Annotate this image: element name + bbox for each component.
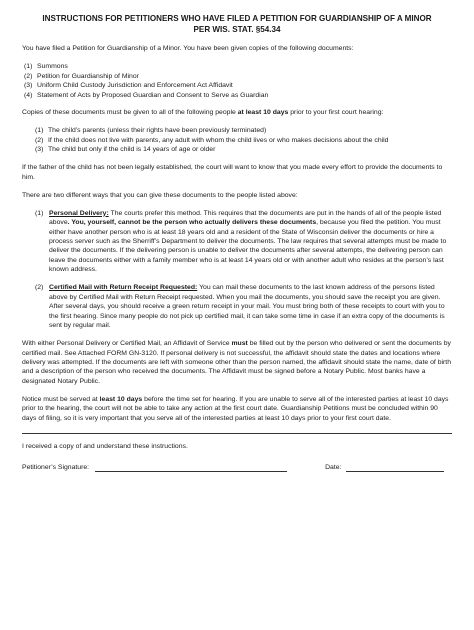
item-number: (4)	[24, 91, 33, 99]
acknowledgement-text: I received a copy of and understand these instructions.	[22, 443, 188, 451]
item-number: (1)	[24, 63, 33, 71]
document-title	[22, 14, 452, 35]
method-heading: Personal Delivery:	[49, 209, 109, 217]
title-line-2: PER WIS. STAT. §54.34	[193, 24, 281, 34]
item-number: (2)	[35, 284, 44, 292]
notice-paragraph: Notice must be served at least 10 days before the time set for hearing. If you are unable to serve all of the interested parties at least 10 days prior to the hearing, the court will not be able to take any action at the first court date. Guardianship Petitions must be concluded within 90 days of filing, so it is very important that you serve all of the interested parties at least 10 days prior to your first court date.	[22, 395, 449, 422]
item-text: Uniform Child Custody Jurisdiction and Enforcement Act Affidavit	[37, 82, 233, 90]
emphasis-text: must	[231, 340, 248, 348]
item-text: Statement of Acts by Proposed Guardian and Consent to Serve as Guardian	[37, 91, 269, 99]
emphasis-text: least 10 days	[99, 395, 143, 403]
method-heading: Certified Mail with Return Receipt Requested:	[49, 284, 198, 292]
item-number: (3)	[24, 82, 33, 90]
method-text: Certified Mail with Return Receipt Requested: You can mail these documents to the last known address of the persons listed above by Certified Mail with Return Receipt requested. When you mail the documents, you should save the receipt you are given. After several days, you should receive a green return receipt in your mail. You must bring both of these receipts to court with you to the first hearing. Since many people do not pick up certified mail, it can take some time in case if an extra copy of the documents is sent by regular mail.	[49, 284, 445, 330]
item-number: (2)	[24, 72, 33, 80]
list-item	[22, 145, 452, 154]
item-number: (3)	[35, 146, 44, 154]
signature-label: Petitioner’s Signature:	[22, 463, 90, 471]
method-certified-mail	[22, 283, 452, 330]
item-text: The child’s parents (unless their rights have been previously terminated)	[48, 127, 267, 135]
item-number: (2)	[35, 136, 44, 144]
date-line[interactable]	[346, 464, 444, 472]
intro-paragraph: You have filed a Petition for Guardianship of a Minor. You have been given copies of the following documents:	[22, 45, 354, 53]
item-number: (1)	[35, 127, 44, 135]
signature-row	[22, 463, 452, 472]
date-label: Date:	[325, 463, 342, 471]
list-item	[22, 81, 452, 90]
affidavit-paragraph: With either Personal Delivery or Certified Mail, an Affidavit of Service must be filled out by the person who delivered or sent the documents by certified mail. See Attached FORM GN-3120. If personal delivery is not successful, the affidavit should state the dates and locations where delivery was attempted. If the documents are left with someone other than the person named, the affidavit should state the name, date of birth and a description of the person who received the documents. The Affidavit must be signed before a Notary Public. Most banks have a designated Notary Public.	[22, 340, 452, 385]
emphasis-text: at least 10 days	[237, 109, 289, 117]
father-paragraph: If the father of the child has not been legally established, the court will want to know that you made every effort to provide the documents to him.	[22, 164, 443, 181]
item-text: The child but only if the child is 14 years of age or older	[48, 146, 216, 154]
recipients-list	[22, 126, 452, 154]
documents-list	[22, 62, 452, 100]
signature-line[interactable]	[95, 464, 287, 472]
method-text: Personal Delivery: The courts prefer this method. This requires that the documents are put in the hands of all of the people listed above. You, yourself, cannot be the person who actually delivers these documents, because you filed the petition. You must either have another person who is at least 18 years old and a resident of the State of Wisconsin deliver the documents or hire a process server such as the Sherriff’s Department to deliver the documents. The law requires that several attempts must be made to deliver the documents. If the delivering person is unable to deliver the documents after several attempts, the delivering person can leave the documents either with a family member who is at least 14 years old or with another adult who resides at the person’s last known address.	[49, 209, 447, 274]
list-item	[22, 91, 452, 100]
item-text: If the child does not live with parents, any adult with whom the child lives or who makes decisions about the child	[48, 136, 389, 144]
title-line-1: INSTRUCTIONS FOR PETITIONERS WHO HAVE FILED A PETITION FOR GUARDIANSHIP OF A MINOR	[42, 14, 432, 23]
two-ways-paragraph: There are two different ways that you can give these documents to the people listed above:	[22, 191, 298, 199]
item-text: Summons	[37, 63, 68, 71]
list-item	[22, 62, 452, 71]
list-item	[22, 126, 452, 135]
method-personal-delivery	[22, 209, 452, 275]
list-item	[22, 136, 452, 145]
copies-paragraph: Copies of these documents must be given to all of the following people at least 10 days prior to your first court hearing:	[22, 109, 384, 117]
emphasis-text: . You, yourself, cannot be the person who actually delivers these documents	[67, 219, 317, 227]
list-item	[22, 72, 452, 81]
item-number: (1)	[35, 209, 44, 217]
section-divider	[22, 433, 452, 434]
item-text: Petition for Guardianship of Minor	[37, 72, 139, 80]
